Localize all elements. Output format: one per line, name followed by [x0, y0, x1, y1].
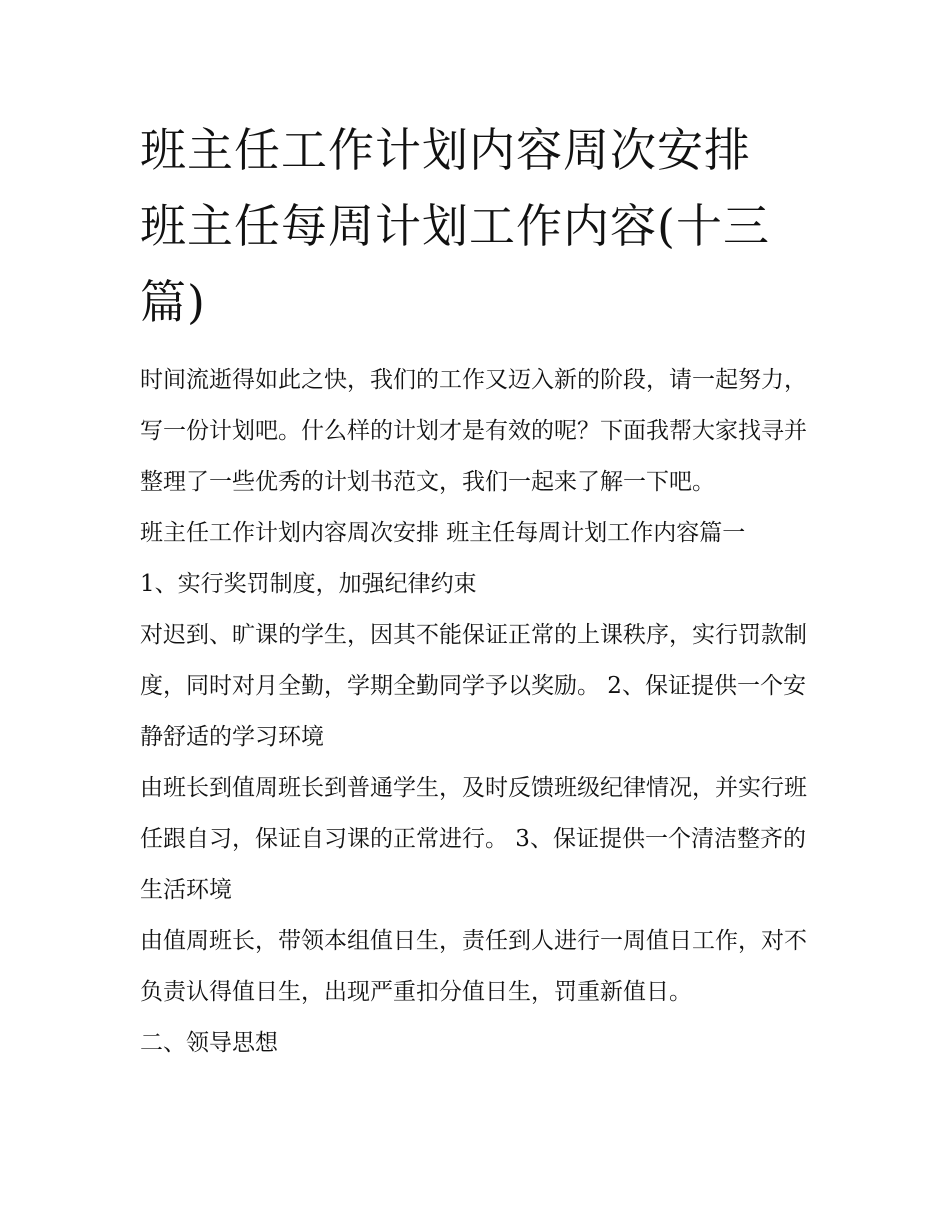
section-heading: 班主任工作计划内容周次安排 班主任每周计划工作内容篇一	[140, 520, 746, 546]
paragraph-duty-students: 由值周班长，带领本组值日生，责任到人进行一周值日工作，对不负责认得值日生，出现严重扣分值日生，罚重新值日。	[140, 928, 807, 1005]
subheading-leadership-thinking: 二、领导思想	[140, 1030, 278, 1056]
subheading-rewards-discipline: 1、实行奖罚制度，加强纪律约束	[140, 571, 477, 597]
document-title: 班主任工作计划内容周次安排 班主任每周计划工作内容(十三篇)	[140, 123, 770, 329]
paragraph-class-monitor: 由班长到值周班长到普通学生，及时反馈班级纪律情况，并实行班任跟自习，保证自习课的正常进行。 3、保证提供一个清洁整齐的生活环境	[140, 775, 807, 903]
document-body	[140, 355, 810, 1069]
intro-paragraph: 时间流逝得如此之快，我们的工作又迈入新的阶段，请一起努力，写一份计划吧。什么样的计划才是有效的呢？下面我帮大家找寻并整理了一些优秀的计划书范文，我们一起来了解一下吧。	[140, 367, 807, 495]
paragraph-attendance: 对迟到、旷课的学生，因其不能保证正常的上课秩序，实行罚款制度，同时对月全勤，学期全勤同学予以奖励。 2、保证提供一个安静舒适的学习环境	[140, 622, 807, 750]
